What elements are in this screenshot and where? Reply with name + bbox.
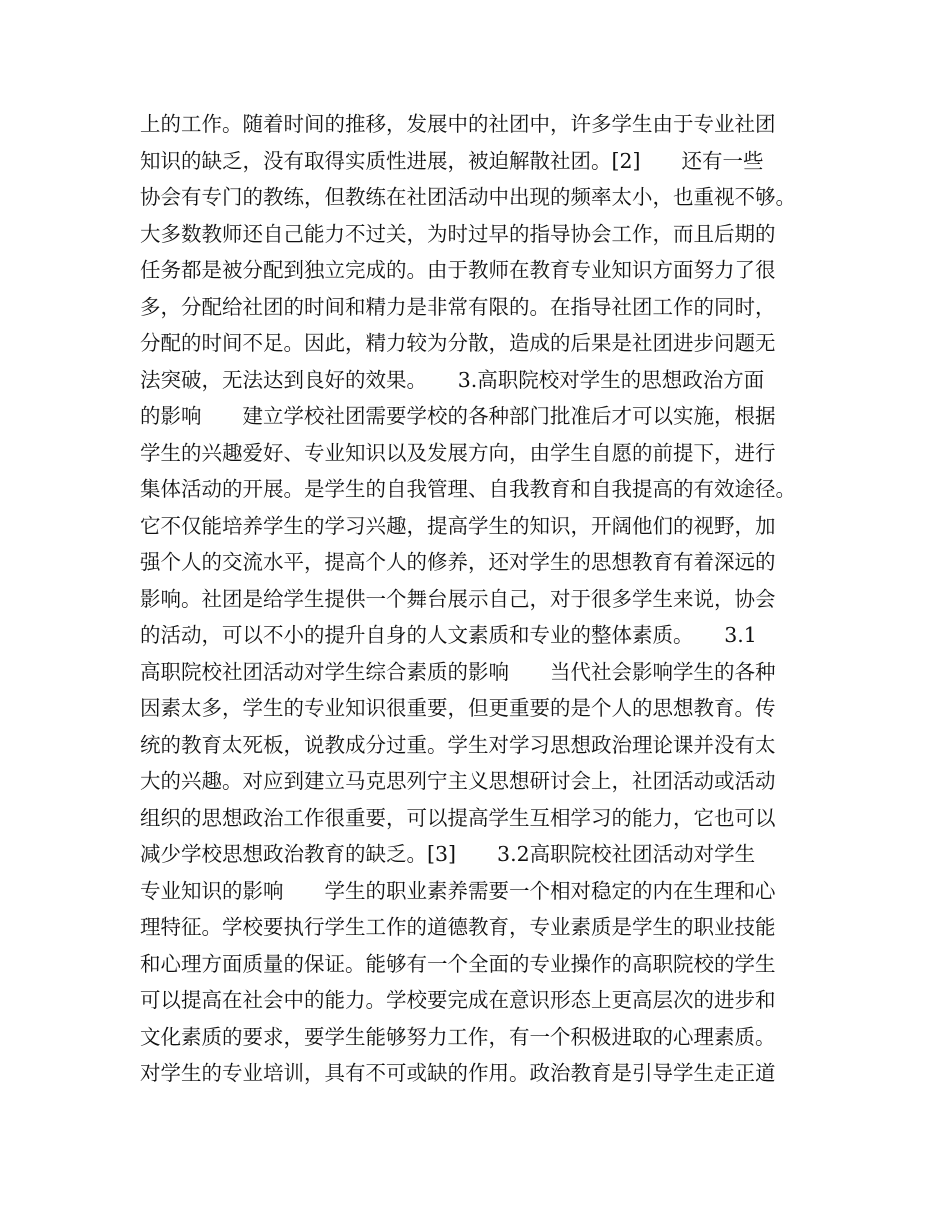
text-line: 学生的兴趣爱好、专业知识以及发展方向，由学生自愿的前提下，进行 <box>140 440 776 465</box>
text-line: 可以提高在社会中的能力。学校要完成在意识形态上更高层次的进步和 <box>140 988 776 1012</box>
text-line: 多，分配给社团的时间和精力是非常有限的。在指导社团工作的同时， <box>140 294 776 319</box>
text-line: 影响。社团是给学生提供一个舞台展示自己，对于很多学生来说，协会 <box>140 586 776 611</box>
text-line: 和心理方面质量的保证。能够有一个全面的专业操作的高职院校的学生 <box>140 951 776 976</box>
text-line: 减少学校思想政治教育的缺乏。[3] 3.2高职院校社团活动对学生 <box>140 842 756 866</box>
text-line: 文化素质的要求，要学生能够努力工作，有一个积极进取的心理素质。 <box>140 1024 776 1049</box>
text-line: 因素太多，学生的专业知识很重要，但更重要的是个人的思想教育。传 <box>140 696 776 720</box>
text-line: 任务都是被分配到独立完成的。由于教师在教育专业知识方面努力了很 <box>140 258 776 282</box>
text-line: 对学生的专业培训，具有不可或缺的作用。政治教育是引导学生走正道 <box>140 1061 776 1085</box>
text-line: 统的教育太死板，说教成分过重。学生对学习思想政治理论课并没有太 <box>140 732 776 757</box>
text-line: 的影响 建立学校社团需要学校的各种部门批准后才可以实施，根据 <box>140 404 776 428</box>
text-line: 专业知识的影响 学生的职业素养需要一个相对稳定的内在生理和心 <box>140 878 776 903</box>
text-line: 大多数教师还自己能力不过关，为时过早的指导协会工作，而且后期的 <box>140 221 776 246</box>
text-line: 协会有专门的教练，但教练在社团活动中出现的频率太小，也重视不够。 <box>140 185 796 209</box>
text-line: 它不仅能培养学生的学习兴趣，提高学生的知识，开阔他们的视野，加 <box>140 513 776 538</box>
text-line: 知识的缺乏，没有取得实质性进展，被迫解散社团。[2] 还有一些 <box>140 148 764 173</box>
text-line: 集体活动的开展。是学生的自我管理、自我教育和自我提高的有效途径。 <box>140 477 796 501</box>
text-line: 的活动，可以不小的提升自身的人文素质和专业的整体素质。 3.1 <box>140 623 757 647</box>
text-line: 组织的思想政治工作很重要，可以提高学生互相学习的能力，它也可以 <box>140 805 776 830</box>
text-line: 理特征。学校要执行学生工作的道德教育，专业素质是学生的职业技能 <box>140 915 776 939</box>
text-line: 分配的时间不足。因此，精力较为分散，造成的后果是社团进步问题无 <box>140 331 776 355</box>
text-line: 强个人的交流水平，提高个人的修养，还对学生的思想教育有着深远的 <box>140 550 776 574</box>
body-text <box>140 106 830 1092</box>
text-line: 高职院校社团活动对学生综合素质的影响 当代社会影响学生的各种 <box>140 659 776 684</box>
text-line: 法突破，无法达到良好的效果。 3.高职院校对学生的思想政治方面 <box>140 367 765 392</box>
text-line: 大的兴趣。对应到建立马克思列宁主义思想研讨会上，社团活动或活动 <box>140 769 776 793</box>
text-line: 上的工作。随着时间的推移，发展中的社团中，许多学生由于专业社团 <box>140 112 776 136</box>
